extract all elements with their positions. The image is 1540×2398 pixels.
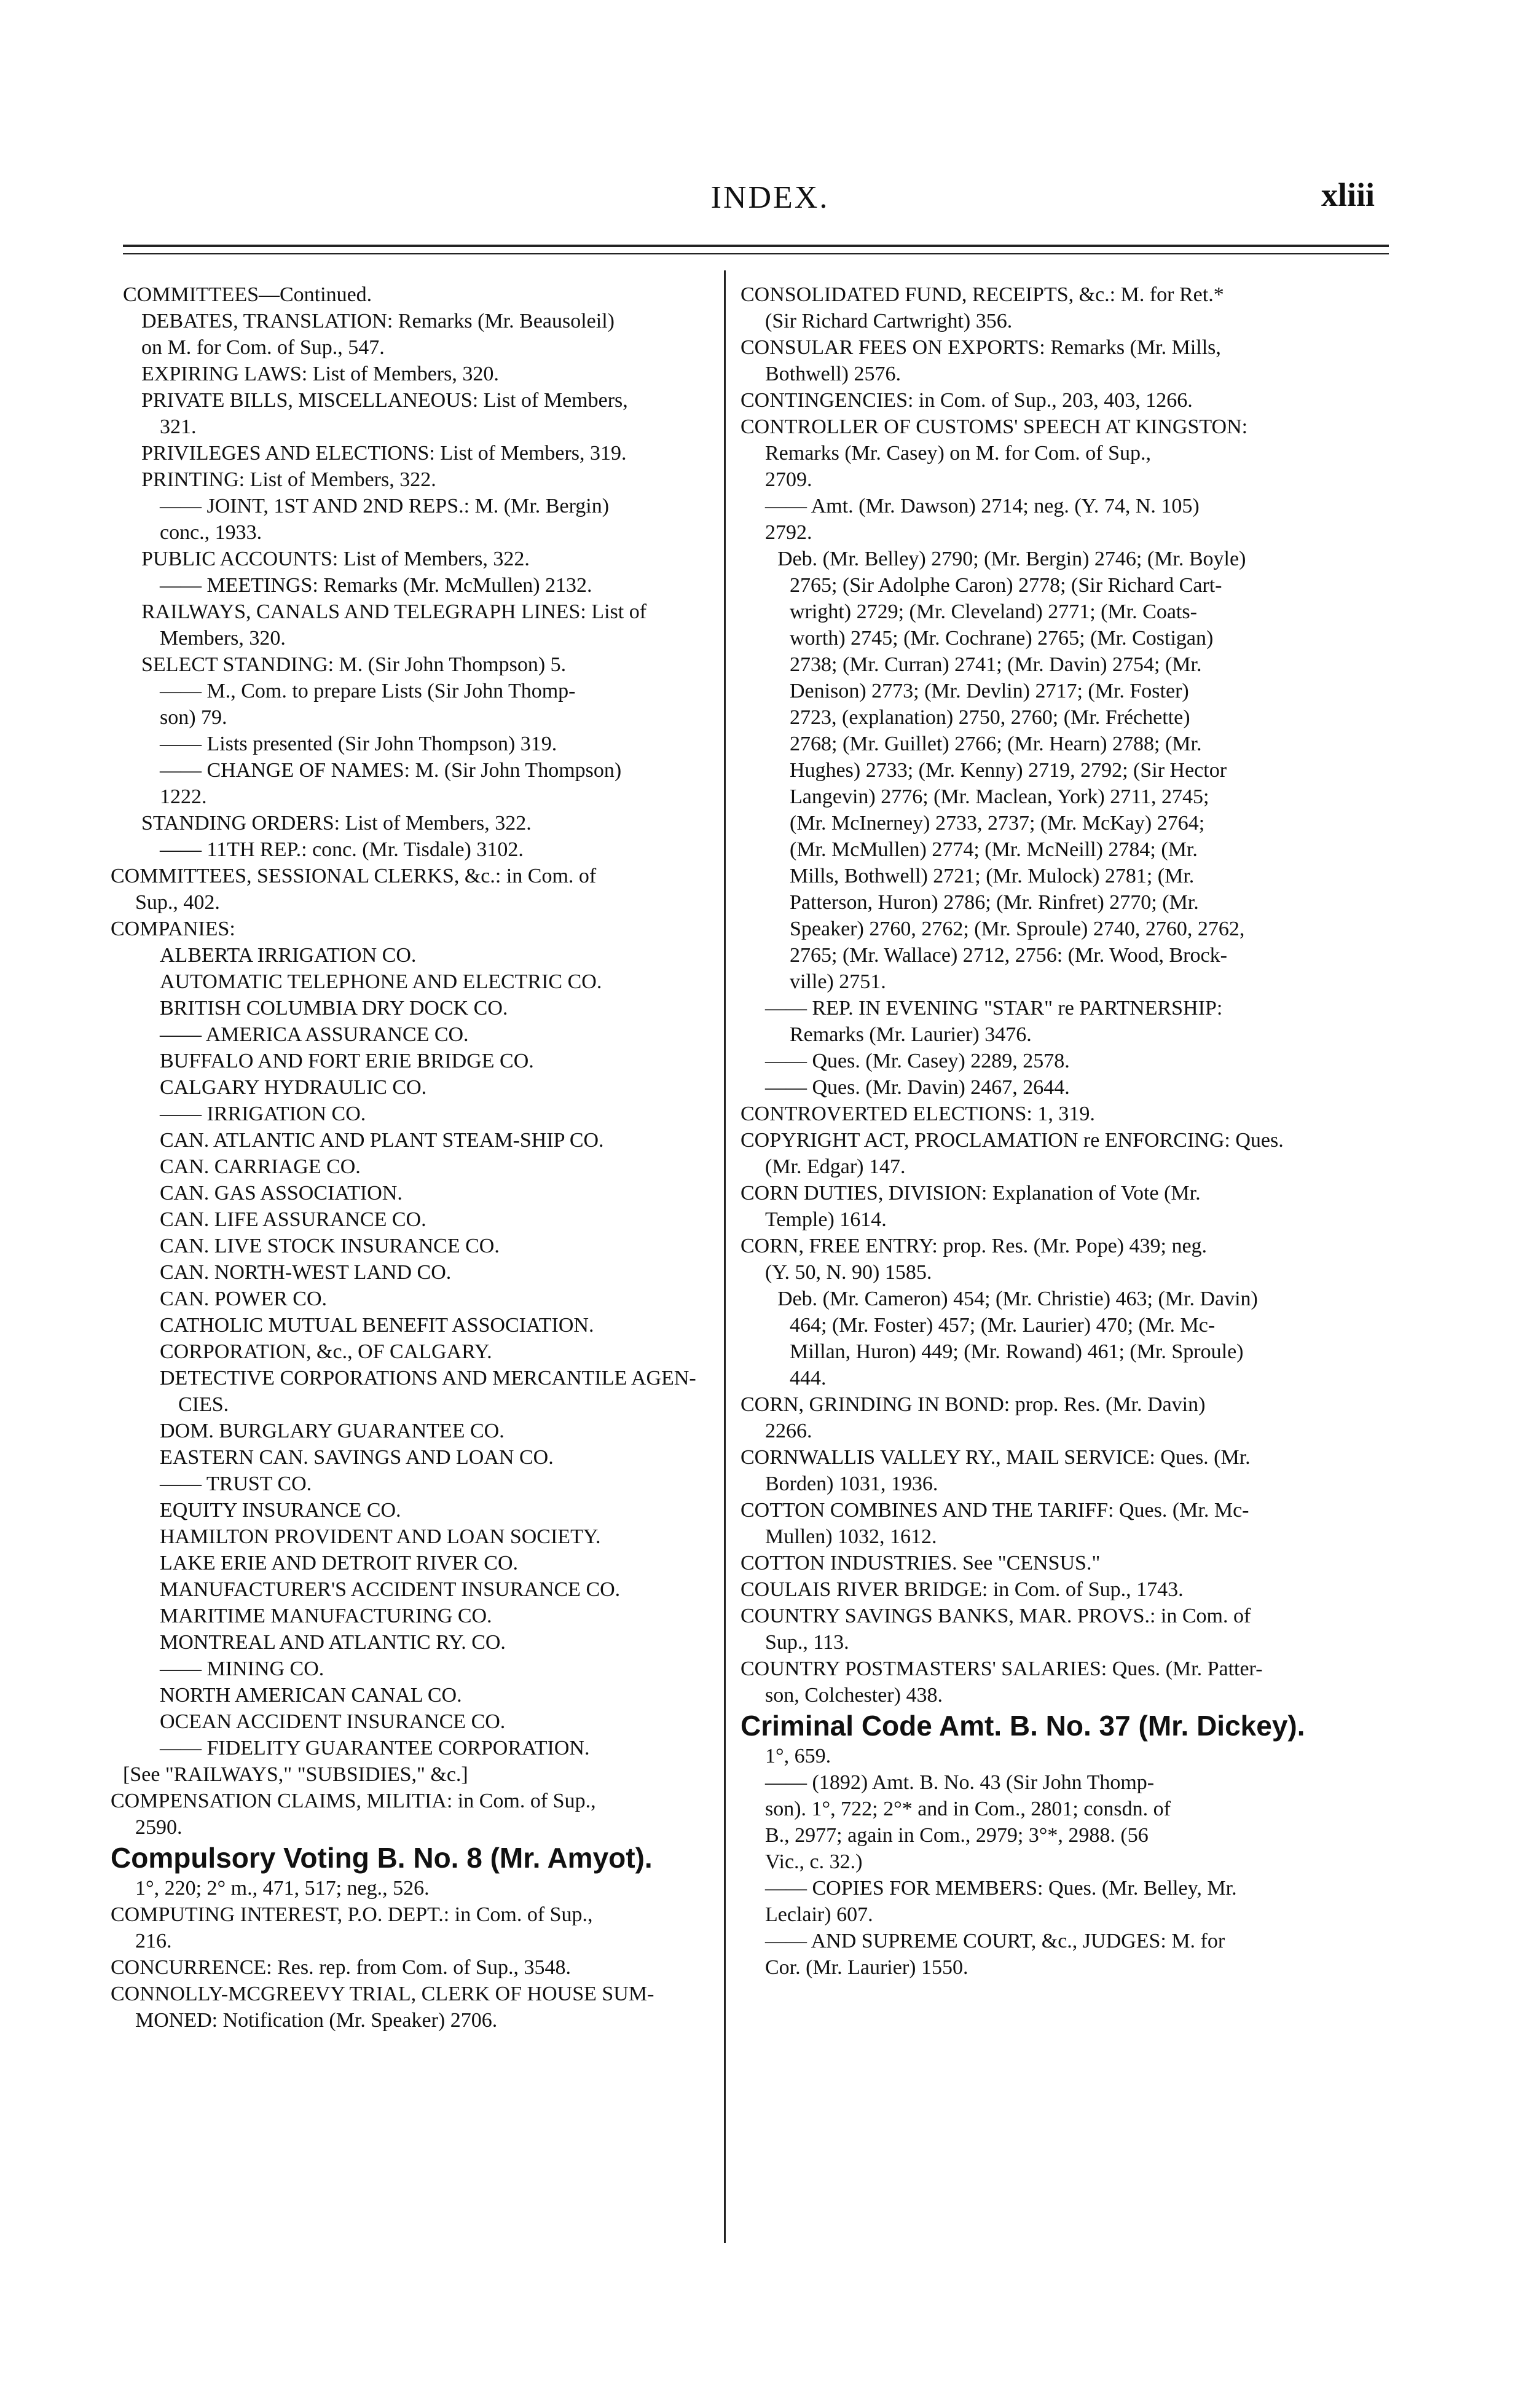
index-line: Mullen) 1032, 1612. <box>765 1525 937 1548</box>
index-line: Sup., 113. <box>765 1631 849 1654</box>
index-line: 2709. <box>765 468 812 491</box>
right-column <box>741 281 1398 1981</box>
index-line: Denison) 2773; (Mr. Devlin) 2717; (Mr. Foster) <box>790 680 1189 702</box>
index-line: (Sir Richard Cartwright) 356. <box>765 310 1013 332</box>
index-line: MANUFACTURER'S ACCIDENT INSURANCE CO. <box>160 1578 621 1601</box>
index-line: conc., 1933. <box>160 521 262 544</box>
index-line: DOM. BURGLARY GUARANTEE CO. <box>160 1420 505 1442</box>
index-line: COTTON COMBINES AND THE TARIFF: Ques. (Mr. Mc- <box>741 1499 1249 1522</box>
index-line: PUBLIC ACCOUNTS: List of Members, 322. <box>141 548 530 570</box>
index-line: DEBATES, TRANSLATION: Remarks (Mr. Beausoleil) <box>141 310 615 332</box>
index-line: —— COPIES FOR MEMBERS: Ques. (Mr. Belley, Mr. <box>765 1877 1237 1900</box>
index-line: CAN. GAS ASSOCIATION. <box>160 1182 403 1205</box>
page-number: xliii <box>1321 176 1375 213</box>
left-column <box>111 281 716 2034</box>
index-line: 2723, (explanation) 2750, 2760; (Mr. Fréchette) <box>790 706 1190 729</box>
index-line: Cor. (Mr. Laurier) 1550. <box>765 1956 968 1979</box>
index-line: CONTINGENCIES: in Com. of Sup., 203, 403, 1266. <box>741 389 1193 412</box>
index-line: (Y. 50, N. 90) 1585. <box>765 1261 932 1284</box>
index-line: COUNTRY SAVINGS BANKS, MAR. PROVS.: in Com. of <box>741 1605 1251 1627</box>
index-line: COMPANIES: <box>111 918 235 940</box>
index-line: 2738; (Mr. Curran) 2741; (Mr. Davin) 2754; (Mr. <box>790 653 1202 676</box>
index-line: Borden) 1031, 1936. <box>765 1472 938 1495</box>
index-line: 2765; (Sir Adolphe Caron) 2778; (Sir Richard Cart- <box>790 574 1222 597</box>
column-divider <box>724 270 726 2243</box>
index-line: CONTROVERTED ELECTIONS: 1, 319. <box>741 1103 1095 1125</box>
index-line: CORNWALLIS VALLEY RY., MAIL SERVICE: Ques. (Mr. <box>741 1446 1251 1469</box>
index-line: —— Lists presented (Sir John Thompson) 319. <box>160 733 557 755</box>
index-line: son, Colchester) 438. <box>765 1684 943 1707</box>
index-line: Deb. (Mr. Belley) 2790; (Mr. Bergin) 2746; (Mr. Boyle) <box>777 548 1246 570</box>
index-line: son). 1°, 722; 2°* and in Com., 2801; consdn. of <box>765 1798 1171 1820</box>
index-line: COUNTRY POSTMASTERS' SALARIES: Ques. (Mr. Patter- <box>741 1657 1263 1680</box>
index-line: 1°, 220; 2° m., 471, 517; neg., 526. <box>135 1877 430 1900</box>
index-line: SELECT STANDING: M. (Sir John Thompson) 5. <box>141 653 567 676</box>
index-line: 321. <box>160 415 197 438</box>
index-line: COMMITTEES, SESSIONAL CLERKS, &c.: in Com. of <box>111 865 597 887</box>
index-line: (Mr. McInerney) 2733, 2737; (Mr. McKay) 2764; <box>790 812 1205 835</box>
index-line: CAN. CARRIAGE CO. <box>160 1155 361 1178</box>
index-line: MARITIME MANUFACTURING CO. <box>160 1605 492 1627</box>
index-line: Bothwell) 2576. <box>765 363 901 385</box>
index-line: AUTOMATIC TELEPHONE AND ELECTRIC CO. <box>160 970 602 993</box>
index-line: BUFFALO AND FORT ERIE BRIDGE CO. <box>160 1050 534 1072</box>
index-line: CONSOLIDATED FUND, RECEIPTS, &c.: M. for Ret.* <box>741 283 1224 306</box>
index-line: ville) 2751. <box>790 970 886 993</box>
index-line: Deb. (Mr. Cameron) 454; (Mr. Christie) 463; (Mr. Davin) <box>777 1287 1258 1310</box>
index-line: Remarks (Mr. Casey) on M. for Com. of Sup., <box>765 442 1152 465</box>
index-line: —— AND SUPREME COURT, &c., JUDGES: M. for <box>765 1930 1225 1952</box>
index-line: CAN. LIFE ASSURANCE CO. <box>160 1208 426 1231</box>
index-line: 464; (Mr. Foster) 457; (Mr. Laurier) 470; (Mr. Mc- <box>790 1314 1216 1337</box>
index-line: B., 2977; again in Com., 2979; 3°*, 2988. (56 <box>765 1824 1149 1847</box>
index-line: —— M., Com. to prepare Lists (Sir John Thomp- <box>160 680 576 702</box>
index-line: CAN. LIVE STOCK INSURANCE CO. <box>160 1235 500 1257</box>
index-line: COMMITTEES—Continued. <box>123 283 372 306</box>
header-rule <box>123 245 1389 247</box>
index-line: 444. <box>790 1367 827 1390</box>
index-line: PRIVATE BILLS, MISCELLANEOUS: List of Members, <box>141 389 628 412</box>
index-line: 1°, 659. <box>765 1745 831 1767</box>
index-line: CIES. <box>178 1393 229 1416</box>
index-line: ALBERTA IRRIGATION CO. <box>160 944 417 967</box>
index-line: Millan, Huron) 449; (Mr. Rowand) 461; (Mr. Sproule) <box>790 1340 1244 1363</box>
index-line: DETECTIVE CORPORATIONS AND MERCANTILE AGEN- <box>160 1367 696 1390</box>
index-line: —— MEETINGS: Remarks (Mr. McMullen) 2132. <box>160 574 592 597</box>
index-line: Mills, Bothwell) 2721; (Mr. Mulock) 2781; (Mr. <box>790 865 1195 887</box>
index-line: COMPENSATION CLAIMS, MILITIA: in Com. of Sup., <box>111 1790 596 1812</box>
index-line: Members, 320. <box>160 627 286 650</box>
index-line: CALGARY HYDRAULIC CO. <box>160 1076 427 1099</box>
index-line: Remarks (Mr. Laurier) 3476. <box>790 1023 1032 1046</box>
index-line: CAN. ATLANTIC AND PLANT STEAM-SHIP CO. <box>160 1129 604 1152</box>
index-line: son) 79. <box>160 706 227 729</box>
index-line: BRITISH COLUMBIA DRY DOCK CO. <box>160 997 508 1020</box>
index-line: —— MINING CO. <box>160 1657 324 1680</box>
index-line: (Mr. Edgar) 147. <box>765 1155 906 1178</box>
index-line: COMPUTING INTEREST, P.O. DEPT.: in Com. of Sup., <box>111 1903 593 1926</box>
index-line: on M. for Com. of Sup., 547. <box>141 336 385 359</box>
index-line: 2792. <box>765 521 812 544</box>
index-line: 216. <box>135 1930 172 1952</box>
index-line: —— Amt. (Mr. Dawson) 2714; neg. (Y. 74, N. 105) <box>765 495 1200 517</box>
index-line: —— REP. IN EVENING "STAR" re PARTNERSHIP: <box>765 997 1223 1020</box>
index-line: Speaker) 2760, 2762; (Mr. Sproule) 2740, 2760, 2762, <box>790 918 1245 940</box>
index-line: EXPIRING LAWS: List of Members, 320. <box>141 363 499 385</box>
index-line: (Mr. McMullen) 2774; (Mr. McNeill) 2784; (Mr. <box>790 838 1198 861</box>
page-title: INDEX. <box>710 180 830 215</box>
index-line: EASTERN CAN. SAVINGS AND LOAN CO. <box>160 1446 554 1469</box>
index-line: CORN DUTIES, DIVISION: Explanation of Vote (Mr. <box>741 1182 1201 1205</box>
index-line: 2266. <box>765 1420 812 1442</box>
index-line: CONTROLLER OF CUSTOMS' SPEECH AT KINGSTON: <box>741 415 1248 438</box>
index-line: Hughes) 2733; (Mr. Kenny) 2719, 2792; (Sir Hector <box>790 759 1227 782</box>
index-line: EQUITY INSURANCE CO. <box>160 1499 401 1522</box>
index-line: PRINTING: List of Members, 322. <box>141 468 436 491</box>
index-line: CAN. POWER CO. <box>160 1287 328 1310</box>
index-line: CORN, FREE ENTRY: prop. Res. (Mr. Pope) 439; neg. <box>741 1235 1208 1257</box>
index-line: STANDING ORDERS: List of Members, 322. <box>141 812 532 835</box>
index-line: CONNOLLY-MCGREEVY TRIAL, CLERK OF HOUSE SUM- <box>111 1983 654 2005</box>
index-line: Leclair) 607. <box>765 1903 873 1926</box>
index-line: —— TRUST CO. <box>160 1472 312 1495</box>
index-line: Sup., 402. <box>135 891 220 914</box>
index-line: PRIVILEGES AND ELECTIONS: List of Members, 319. <box>141 442 627 465</box>
index-line: 2590. <box>135 1816 183 1839</box>
index-line: Temple) 1614. <box>765 1208 887 1231</box>
index-line: —— IRRIGATION CO. <box>160 1103 366 1125</box>
index-line: Compulsory Voting B. No. 8 (Mr. Amyot). <box>111 1842 653 1874</box>
index-line: Patterson, Huron) 2786; (Mr. Rinfret) 2770; (Mr. <box>790 891 1199 914</box>
index-line: COPYRIGHT ACT, PROCLAMATION re ENFORCING: Ques. <box>741 1129 1284 1152</box>
index-line: CATHOLIC MUTUAL BENEFIT ASSOCIATION. <box>160 1314 594 1337</box>
index-line: MONED: Notification (Mr. Speaker) 2706. <box>135 2009 498 2032</box>
index-line: 2765; (Mr. Wallace) 2712, 2756: (Mr. Wood, Brock- <box>790 944 1227 967</box>
index-line: Langevin) 2776; (Mr. Maclean, York) 2711, 2745; <box>790 785 1209 808</box>
index-line: 2768; (Mr. Guillet) 2766; (Mr. Hearn) 2788; (Mr. <box>790 733 1202 755</box>
index-line: —— 11TH REP.: conc. (Mr. Tisdale) 3102. <box>160 838 524 861</box>
index-line: —— FIDELITY GUARANTEE CORPORATION. <box>160 1737 590 1759</box>
index-line: worth) 2745; (Mr. Cochrane) 2765; (Mr. Costigan) <box>790 627 1214 650</box>
header-rule-thin <box>123 253 1389 254</box>
index-line: CONCURRENCE: Res. rep. from Com. of Sup., 3548. <box>111 1956 571 1979</box>
index-line: Vic., c. 32.) <box>765 1850 863 1873</box>
index-line: NORTH AMERICAN CANAL CO. <box>160 1684 462 1707</box>
index-line: HAMILTON PROVIDENT AND LOAN SOCIETY. <box>160 1525 601 1548</box>
index-line: LAKE ERIE AND DETROIT RIVER CO. <box>160 1552 518 1574</box>
index-line: [See "RAILWAYS," "SUBSIDIES," &c.] <box>123 1763 468 1786</box>
index-line: Criminal Code Amt. B. No. 37 (Mr. Dickey). <box>741 1710 1305 1742</box>
index-line: OCEAN ACCIDENT INSURANCE CO. <box>160 1710 506 1733</box>
index-line: —— (1892) Amt. B. No. 43 (Sir John Thomp- <box>765 1771 1155 1794</box>
index-line: CORN, GRINDING IN BOND: prop. Res. (Mr. Davin) <box>741 1393 1206 1416</box>
index-line: 1222. <box>160 785 207 808</box>
index-line: —— Ques. (Mr. Casey) 2289, 2578. <box>765 1050 1070 1072</box>
index-line: RAILWAYS, CANALS AND TELEGRAPH LINES: List of <box>141 600 647 623</box>
index-line: CONSULAR FEES ON EXPORTS: Remarks (Mr. Mills, <box>741 336 1221 359</box>
index-line: —— AMERICA ASSURANCE CO. <box>160 1023 469 1046</box>
index-line: COTTON INDUSTRIES. See "CENSUS." <box>741 1552 1101 1574</box>
index-line: CAN. NORTH-WEST LAND CO. <box>160 1261 452 1284</box>
index-line: —— Ques. (Mr. Davin) 2467, 2644. <box>765 1076 1070 1099</box>
index-line: —— CHANGE OF NAMES: M. (Sir John Thompson) <box>160 759 622 782</box>
index-line: wright) 2729; (Mr. Cleveland) 2771; (Mr. Coats- <box>790 600 1197 623</box>
index-line: MONTREAL AND ATLANTIC RY. CO. <box>160 1631 506 1654</box>
index-line: —— JOINT, 1ST AND 2ND REPS.: M. (Mr. Bergin) <box>160 495 610 517</box>
index-line: COULAIS RIVER BRIDGE: in Com. of Sup., 1743. <box>741 1578 1184 1601</box>
index-line: CORPORATION, &c., OF CALGARY. <box>160 1340 492 1363</box>
